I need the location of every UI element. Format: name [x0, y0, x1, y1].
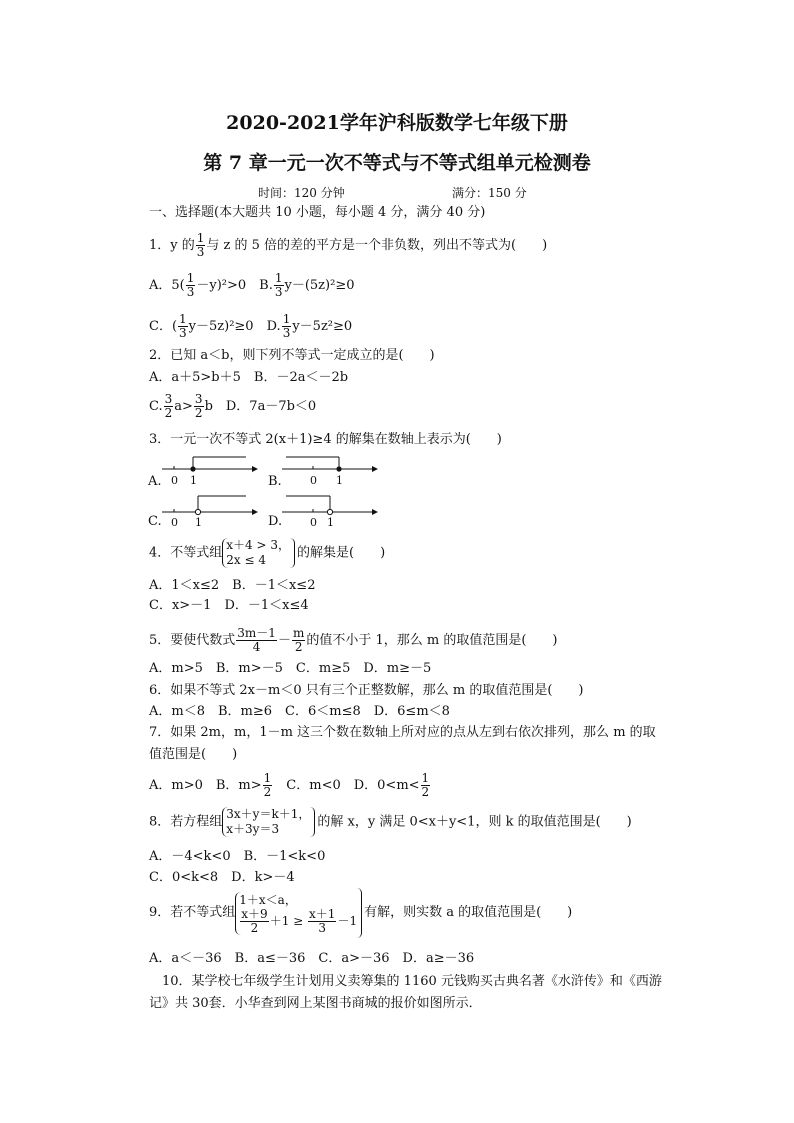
option-b-label: B.	[268, 474, 282, 489]
question-7-options: A．m>0 B．m> $\frac{1}{2}$ C．m<0 D．0<m< $\frac{1}{2}$	[149, 771, 430, 799]
question-9-stem: 9．若不等式组 1＋x＜a， $\frac{x+9}{2}$ ＋1 ≥ $\frac{x+1}{3}$ －1 有解，则实数 a 的取值范围是( )	[149, 888, 572, 938]
number-line-b	[280, 452, 380, 492]
number-line-c	[160, 492, 260, 532]
question-8-stem: 8．若方程组 3x＋y＝k＋1， x＋3y＝3 的解 x，y 满足 0<x＋y<1，则 k 的取值范围是( )	[149, 807, 632, 836]
inequality-system: 1＋x＜a， $\frac{x+9}{2}$ ＋1 ≥ $\frac{x+1}{3}$ －1	[235, 892, 357, 935]
solid-point	[190, 466, 195, 471]
tick-label: 0	[310, 474, 317, 487]
number-line-a	[160, 452, 260, 492]
question-7-stem-line1: 7．如果 2m，m，1－m 这三个数在数轴上所对应的点从左到右依次排列，那么 m 的取	[149, 725, 656, 740]
tick-label: 1	[336, 474, 343, 487]
option-a-label: A.	[148, 474, 162, 489]
page-title-line2: 第 7 章一元一次不等式与不等式组单元检测卷	[203, 152, 591, 174]
question-6-options: A．m＜8 B．m≥6 C．6＜m≤8 D．6≤m＜8	[149, 704, 450, 719]
question-9-options: A．a＜－36 B．a≤－36 C．a>－36 D．a≥－36	[149, 951, 475, 966]
hollow-point	[195, 509, 200, 514]
tick-label: 1	[327, 516, 334, 529]
question-4-options-ab: A．1＜x≤2 B．－1＜x≤2	[149, 578, 316, 593]
tick-label: 1	[190, 474, 197, 487]
tick-label: 0	[310, 516, 317, 529]
question-2-options-ab: A．a＋5>b＋5 B．－2a＜－2b	[149, 370, 349, 385]
option-c-label: C.	[148, 514, 162, 529]
time-limit: 时间：120 分钟	[258, 186, 345, 200]
question-4-stem: 4．不等式组 x＋4 > 3， 2x ≤ 4 的解集是( )	[149, 538, 386, 567]
equation-system: 3x＋y＝k＋1， x＋3y＝3	[222, 807, 310, 837]
tick-label: 0	[171, 474, 178, 487]
question-8-options-ab: A．－4<k<0 B．－1<k<0	[149, 849, 326, 864]
question-4-options-cd: C．x>－1 D．－1＜x≤4	[149, 598, 309, 613]
question-2-options-cd: C. $\frac{3}{2}$ a> $\frac{3}{2}$ b D．7a－7b＜0	[149, 392, 317, 420]
question-1-options-ab: A．5( $\frac{1}{3}$ －y)²>0 B. $\frac{1}{3}$ y－(5z)²≥0	[149, 271, 355, 299]
question-7-stem-line2: 值范围是( )	[149, 747, 238, 762]
page-title-line1: 2020-2021学年沪科版数学七年级下册	[226, 112, 568, 134]
inequality-system: x＋4 > 3， 2x ≤ 4	[222, 538, 290, 568]
solid-point	[336, 466, 341, 471]
question-1-stem: 1．y 的 $\frac{1}{3}$ 与 z 的 5 倍的差的平方是一个非负数，列出不等式为( )	[149, 231, 548, 259]
number-line-d	[280, 492, 380, 532]
hollow-point	[327, 509, 332, 514]
question-3-stem: 3．一元一次不等式 2(x＋1)≥4 的解集在数轴上表示为( )	[149, 432, 502, 447]
question-1-options-cd: C．( $\frac{1}{3}$ y－5z)²≥0 D. $\frac{1}{3}$ y－5z²≥0	[149, 312, 353, 340]
question-8-options-cd: C．0<k<8 D．k>－4	[149, 870, 295, 885]
full-score: 满分：150 分	[452, 186, 527, 200]
question-6-stem: 6．如果不等式 2x－m＜0 只有三个正整数解，那么 m 的取值范围是( )	[149, 683, 584, 698]
question-2-stem: 2．已知 a＜b，则下列不等式一定成立的是( )	[149, 348, 435, 363]
question-10-stem-line1: 10．某学校七年级学生计划用义卖筹集的 1160 元钱购买古典名著《水浒传》和《西游	[162, 974, 662, 989]
question-5-options: A．m>5 B．m>－5 C．m≥5 D．m≥－5	[149, 661, 432, 676]
section-heading: 一、选择题(本大题共 10 小题，每小题 4 分，满分 40 分)	[149, 205, 486, 220]
option-d-label: D.	[268, 514, 283, 529]
question-5-stem: 5．要使代数式 $\frac{3m-1}{4}$ － $\frac{m}{2}$ 的值不小于 1，那么 m 的取值范围是( )	[149, 626, 558, 654]
tick-label: 1	[195, 516, 202, 529]
tick-label: 0	[171, 516, 178, 529]
question-10-stem-line2: 记》共 30套．小华查到网上某图书商城的报价如图所示．	[149, 996, 482, 1011]
fraction: $\frac{1}{3}$	[196, 231, 205, 259]
